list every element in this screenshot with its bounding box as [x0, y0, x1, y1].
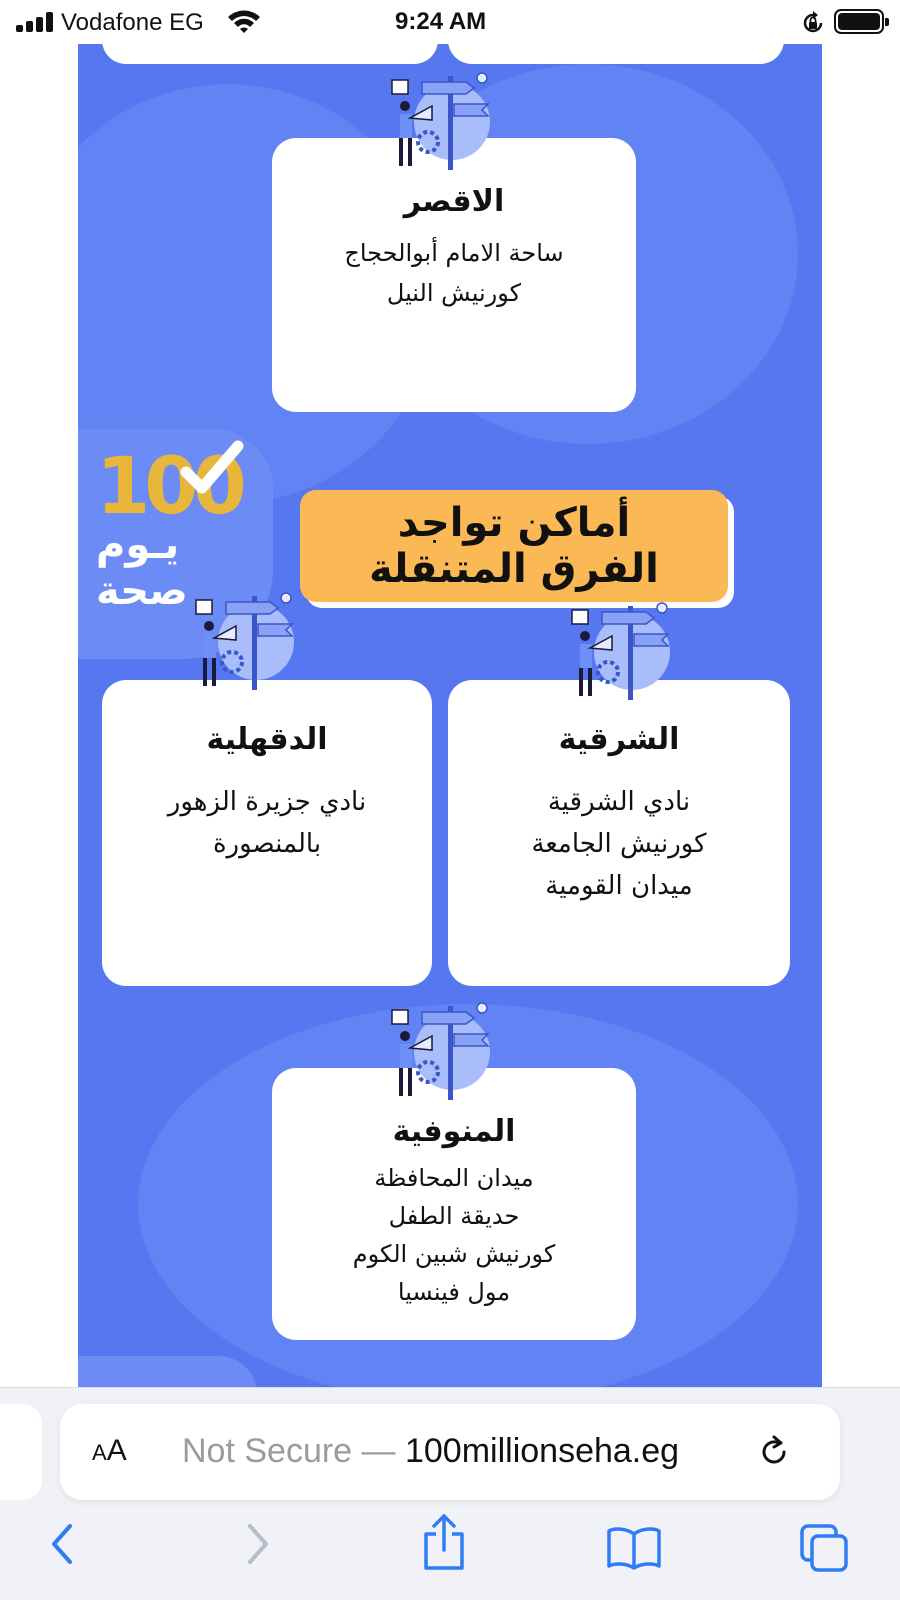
reload-icon[interactable]	[756, 1434, 792, 1470]
checkmark-icon	[180, 440, 244, 500]
card-title: الاقصر	[403, 184, 505, 219]
location-line: كورنيش شبين الكوم	[352, 1240, 556, 1268]
megaphone-signpost-illustration	[388, 70, 496, 178]
cellular-signal-icon	[16, 12, 54, 32]
webpage-content	[78, 44, 822, 1387]
previous-card-bottom	[102, 44, 438, 64]
battery-icon	[834, 9, 884, 34]
bookmarks-icon[interactable]	[606, 1526, 662, 1570]
location-card-luxor	[272, 138, 636, 412]
megaphone-signpost-illustration	[388, 1000, 496, 1108]
previous-card-bottom	[448, 44, 784, 64]
wifi-icon	[226, 8, 262, 34]
card-title: الدقهلية	[206, 722, 328, 757]
location-line: كورنيش النيل	[386, 279, 522, 307]
tabs-icon[interactable]	[800, 1524, 850, 1574]
card-title: المنوفية	[392, 1114, 516, 1149]
status-bar	[0, 0, 900, 44]
previous-tab-preview[interactable]	[0, 1404, 42, 1500]
url-text[interactable]	[182, 1432, 679, 1471]
share-icon[interactable]	[420, 1512, 468, 1572]
location-line: مول فينسيا	[397, 1278, 511, 1306]
security-label: Not Secure —	[182, 1432, 405, 1470]
url-domain: 100millionseha.eg	[404, 1432, 680, 1470]
next-logo-panel-edge	[78, 1356, 258, 1387]
card-title: الشرقية	[558, 722, 680, 757]
orientation-lock-icon	[800, 10, 826, 36]
section-heading	[300, 490, 728, 602]
logo-100-text: 100	[96, 442, 241, 532]
location-line: ساحة الامام أبوالحجاج	[344, 239, 564, 267]
location-card-dakahlia	[102, 680, 432, 986]
status-time: 9:24 AM	[395, 8, 487, 35]
location-line: حديقة الطفل	[388, 1202, 520, 1230]
section-heading-line: أماكن تواجد	[397, 500, 631, 546]
location-line: بالمنصورة	[212, 829, 322, 859]
logo-text: يـوم صحة	[96, 522, 188, 614]
location-card-menofia	[272, 1068, 636, 1340]
location-line: ميدان المحافظة	[374, 1164, 534, 1192]
carrier-name: Vodafone EG	[61, 9, 204, 36]
location-card-sharqia	[448, 680, 790, 986]
location-line: نادي الشرقية	[547, 787, 691, 817]
forward-icon[interactable]	[240, 1522, 274, 1566]
back-icon[interactable]	[46, 1522, 80, 1566]
location-line: كورنيش الجامعة	[531, 829, 707, 859]
section-heading-line: الفرق المتنقلة	[369, 546, 659, 592]
text-size-button[interactable]: AA	[92, 1434, 127, 1467]
location-line: نادي جزيرة الزهور	[167, 787, 367, 817]
location-line: ميدان القومية	[545, 871, 693, 901]
address-bar[interactable]	[60, 1404, 840, 1500]
megaphone-signpost-illustration	[568, 600, 676, 708]
megaphone-signpost-illustration	[192, 590, 300, 698]
